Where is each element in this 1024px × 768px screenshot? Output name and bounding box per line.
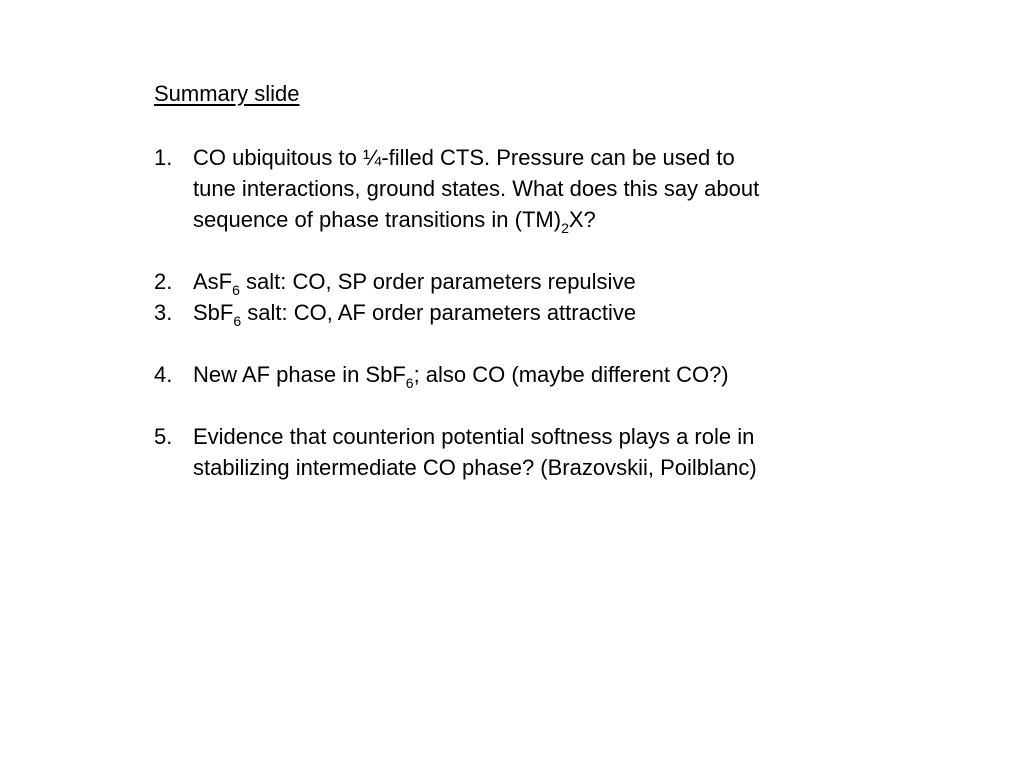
list-item-3 [154,297,874,328]
subscript: 6 [233,313,242,329]
item-text [193,359,874,390]
item-text [193,297,874,328]
item-text [193,142,874,235]
list-spacer [154,390,874,421]
list-item-5 [154,421,874,483]
item-number: 2. [154,269,173,294]
item-text-pre: New AF phase in SbF [193,362,406,387]
slide-title: Summary slide [154,81,300,106]
item-line: tune interactions, ground states. What does this say about [193,176,760,201]
list-item-2 [154,266,874,297]
item-line: Evidence that counterion potential softness plays a role in [193,424,755,449]
item-number: 5. [154,424,173,449]
item-line: stabilizing intermediate CO phase? (Brazovskii, Poilblanc) [193,455,757,480]
subscript: 2 [561,220,569,236]
item-text-pre: SbF [193,300,234,325]
item-text-post: salt: CO, AF order parameters attractive [241,300,637,325]
list-item-1 [154,142,874,235]
item-text [193,421,874,483]
item-number: 3. [154,300,173,325]
item-text [193,266,874,297]
item-line-post: X? [568,207,596,232]
list-spacer [154,235,874,266]
item-line-pre: sequence of phase transitions in (TM) [193,207,562,232]
item-text-post: salt: CO, SP order parameters repulsive [239,269,636,294]
item-number: 1. [154,145,173,170]
item-text-post: ; also CO (maybe different CO?) [413,362,729,387]
item-text-pre: AsF [193,269,233,294]
item-number: 4. [154,362,173,387]
subscript: 6 [405,375,414,391]
subscript: 6 [232,282,240,298]
item-line: CO ubiquitous to ¼-filled CTS. Pressure can be used to [193,145,735,170]
summary-list [154,142,874,483]
list-item-4 [154,359,874,390]
list-spacer [154,328,874,359]
